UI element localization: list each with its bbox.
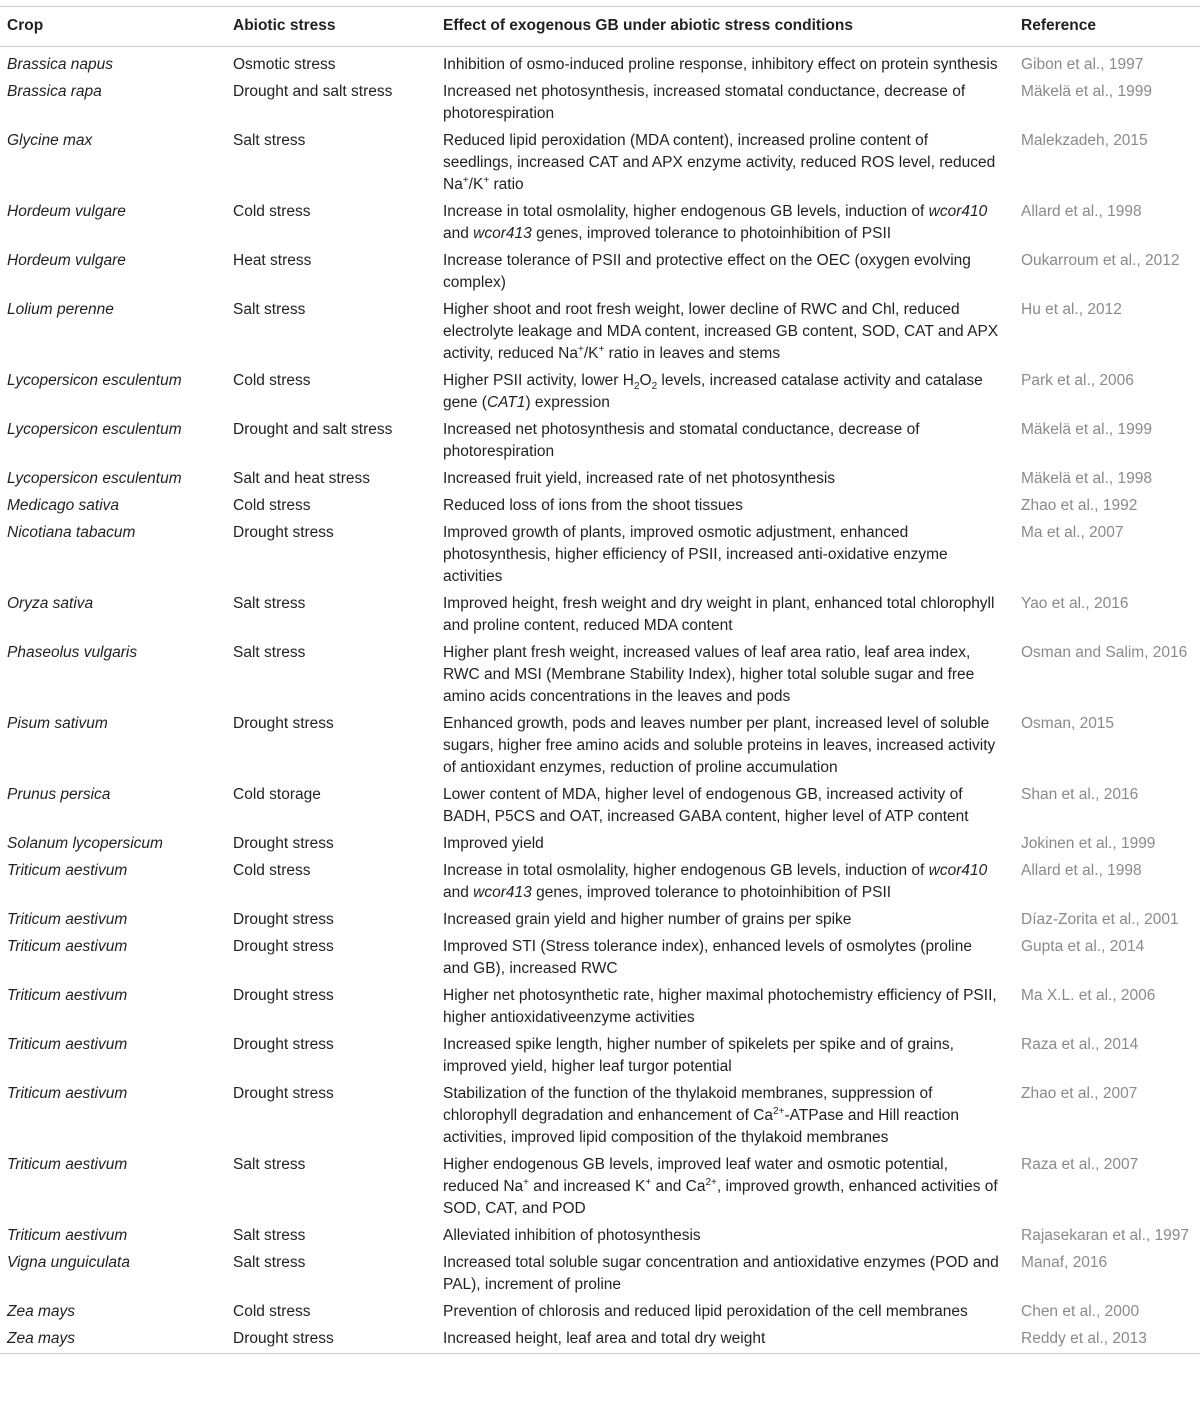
header-reference: Reference bbox=[1021, 17, 1096, 34]
reference-cell: Manaf, 2016 bbox=[1021, 1254, 1108, 1271]
table-row bbox=[0, 983, 1200, 1032]
table-row bbox=[0, 1081, 1200, 1152]
stress-cell: Cold stress bbox=[233, 497, 311, 514]
table-row bbox=[0, 248, 1200, 297]
stress-cell: Drought stress bbox=[233, 1036, 334, 1053]
stress-cell: Drought stress bbox=[233, 524, 334, 541]
crop-cell: Brassica rapa bbox=[7, 83, 102, 100]
stress-cell: Cold stress bbox=[233, 862, 311, 879]
header-effect: Effect of exogenous GB under abiotic stress conditions bbox=[443, 17, 853, 34]
effect-cell: Stabilization of the function of the thylakoid membranes, suppression of chlorophyll degradation and enhancement of $Ca^{2+}$-ATPase and Hill reaction activities, improved lipid composition of the thylakoid membranes bbox=[443, 1085, 960, 1146]
crop-cell: Medicago sativa bbox=[7, 497, 120, 514]
reference-cell: Hu et al., 2012 bbox=[1021, 301, 1122, 318]
crop-cell: Prunus persica bbox=[7, 786, 111, 803]
table-row bbox=[0, 1299, 1200, 1326]
effect-cell: Increased spike length, higher number of spikelets per spike and of grains, improved yield, higher leaf turgor potential bbox=[443, 1036, 954, 1075]
table-row bbox=[0, 297, 1200, 368]
reference-cell: Díaz-Zorita et al., 2001 bbox=[1021, 911, 1179, 928]
effect-cell: Increase tolerance of PSII and protective effect on the OEC (oxygen evolving complex) bbox=[443, 252, 971, 291]
effect-cell: Increase in total osmolality, higher endogenous GB levels, induction of wcor410 and wcor413 genes, improved tolerance to photoinhibition of PSII bbox=[443, 862, 988, 901]
table-row bbox=[0, 1223, 1200, 1250]
table-row bbox=[0, 711, 1200, 782]
crop-cell: Triticum aestivum bbox=[7, 1036, 128, 1053]
table-row bbox=[0, 493, 1200, 520]
reference-cell: Mäkelä et al., 1998 bbox=[1021, 470, 1152, 487]
table-body bbox=[0, 47, 1200, 1354]
crop-cell: Lycopersicon esculentum bbox=[7, 470, 182, 487]
table-row bbox=[0, 128, 1200, 199]
effect-cell: Improved growth of plants, improved osmotic adjustment, enhanced photosynthesis, higher efficiency of PSII, increased anti-oxidative enzyme activities bbox=[443, 524, 948, 585]
reference-cell: Malekzadeh, 2015 bbox=[1021, 132, 1148, 149]
crop-cell: Triticum aestivum bbox=[7, 1156, 128, 1173]
reference-cell: Raza et al., 2007 bbox=[1021, 1156, 1139, 1173]
gb-effects-table bbox=[0, 6, 1200, 1354]
effect-cell: Reduced lipid peroxidation (MDA content), increased proline content of seedlings, increased CAT and APX enzyme activity, reduced ROS level, reduced Na+/K+ ratio bbox=[443, 132, 996, 193]
table-row bbox=[0, 520, 1200, 591]
crop-cell: Nicotiana tabacum bbox=[7, 524, 136, 541]
table-row bbox=[0, 1032, 1200, 1081]
effect-cell: Increased fruit yield, increased rate of net photosynthesis bbox=[443, 470, 836, 487]
reference-cell: Park et al., 2006 bbox=[1021, 372, 1134, 389]
reference-cell: Allard et al., 1998 bbox=[1021, 862, 1142, 879]
effect-cell: Increased net photosynthesis and stomatal conductance, decrease of photorespiration bbox=[443, 421, 920, 460]
reference-cell: Chen et al., 2000 bbox=[1021, 1303, 1140, 1320]
crop-cell: Triticum aestivum bbox=[7, 1227, 128, 1244]
effect-cell: Improved height, fresh weight and dry weight in plant, enhanced total chlorophyll and proline content, reduced MDA content bbox=[443, 595, 995, 634]
table-row bbox=[0, 1250, 1200, 1299]
stress-cell: Salt stress bbox=[233, 644, 306, 661]
crop-cell: Triticum aestivum bbox=[7, 1085, 128, 1102]
effect-cell: Enhanced growth, pods and leaves number per plant, increased level of soluble sugars, higher free amino acids and soluble proteins in leaves, increased activity of antioxidant enzymes, reduction of proline accumulation bbox=[443, 715, 996, 776]
stress-cell: Drought and salt stress bbox=[233, 83, 393, 100]
effect-cell: Higher endogenous GB levels, improved leaf water and osmotic potential, reduced Na+ and increased K+ and $Ca^{2+}$, improved growth, enhanced activities of SOD, CAT, and POD bbox=[443, 1156, 998, 1217]
effect-cell: Reduced loss of ions from the shoot tissues bbox=[443, 497, 743, 514]
crop-cell: Vigna unguiculata bbox=[7, 1254, 130, 1271]
reference-cell: Allard et al., 1998 bbox=[1021, 203, 1142, 220]
reference-cell: Reddy et al., 2013 bbox=[1021, 1330, 1147, 1347]
effect-cell: Improved yield bbox=[443, 835, 544, 852]
reference-cell: Zhao et al., 1992 bbox=[1021, 497, 1138, 514]
crop-cell: Phaseolus vulgaris bbox=[7, 644, 138, 661]
table-row bbox=[0, 417, 1200, 466]
stress-cell: Drought stress bbox=[233, 938, 334, 955]
stress-cell: Drought and salt stress bbox=[233, 421, 393, 438]
effect-cell: Alleviated inhibition of photosynthesis bbox=[443, 1227, 701, 1244]
reference-cell: Gupta et al., 2014 bbox=[1021, 938, 1145, 955]
reference-cell: Yao et al., 2016 bbox=[1021, 595, 1129, 612]
effect-cell: Higher plant fresh weight, increased values of leaf area ratio, leaf area index, RWC and MSI (Membrane Stability Index), higher total soluble sugar and free amino acids concentrations in the leaves and pods bbox=[443, 644, 975, 705]
effect-cell: Increased net photosynthesis, increased stomatal conductance, decrease of photorespiration bbox=[443, 83, 966, 122]
crop-cell: Hordeum vulgare bbox=[7, 252, 126, 269]
crop-cell: Hordeum vulgare bbox=[7, 203, 126, 220]
table-row bbox=[0, 640, 1200, 711]
effect-cell: Higher shoot and root fresh weight, lower decline of RWC and Chl, reduced electrolyte leakage and MDA content, increased GB content, SOD, CAT and APX activity, reduced Na+/K+ ratio in leaves and stems bbox=[443, 301, 999, 362]
table-row bbox=[0, 368, 1200, 417]
stress-cell: Salt and heat stress bbox=[233, 470, 370, 487]
crop-cell: Triticum aestivum bbox=[7, 938, 128, 955]
stress-cell: Drought stress bbox=[233, 1330, 334, 1347]
effect-cell: Higher PSII activity, lower $H_2O_2$ levels, increased catalase activity and catalase gene (CAT1) expression bbox=[443, 372, 983, 411]
stress-cell: Drought stress bbox=[233, 911, 334, 928]
table-row bbox=[0, 591, 1200, 640]
reference-cell: Osman, 2015 bbox=[1021, 715, 1115, 732]
effect-cell: Increased height, leaf area and total dry weight bbox=[443, 1330, 766, 1347]
stress-cell: Drought stress bbox=[233, 987, 334, 1004]
reference-cell: Ma et al., 2007 bbox=[1021, 524, 1124, 541]
effect-cell: Increased grain yield and higher number of grains per spike bbox=[443, 911, 852, 928]
stress-cell: Drought stress bbox=[233, 835, 334, 852]
reference-cell: Osman and Salim, 2016 bbox=[1021, 644, 1188, 661]
reference-cell: Mäkelä et al., 1999 bbox=[1021, 421, 1152, 438]
header-abiotic-stress: Abiotic stress bbox=[233, 17, 336, 34]
stress-cell: Osmotic stress bbox=[233, 56, 336, 73]
reference-cell: Jokinen et al., 1999 bbox=[1021, 835, 1156, 852]
crop-cell: Triticum aestivum bbox=[7, 862, 128, 879]
reference-cell: Mäkelä et al., 1999 bbox=[1021, 83, 1152, 100]
stress-cell: Salt stress bbox=[233, 595, 306, 612]
stress-cell: Cold stress bbox=[233, 1303, 311, 1320]
table-row bbox=[0, 858, 1200, 907]
stress-cell: Heat stress bbox=[233, 252, 312, 269]
stress-cell: Cold stress bbox=[233, 203, 311, 220]
table-row bbox=[0, 907, 1200, 934]
stress-cell: Salt stress bbox=[233, 1254, 306, 1271]
stress-cell: Salt stress bbox=[233, 301, 306, 318]
table-row bbox=[0, 79, 1200, 128]
table-row bbox=[0, 934, 1200, 983]
crop-cell: Zea mays bbox=[7, 1330, 76, 1347]
crop-cell: Triticum aestivum bbox=[7, 911, 128, 928]
reference-cell: Gibon et al., 1997 bbox=[1021, 56, 1144, 73]
table-row bbox=[0, 466, 1200, 493]
stress-cell: Salt stress bbox=[233, 132, 306, 149]
reference-cell: Oukarroum et al., 2012 bbox=[1021, 252, 1180, 269]
stress-cell: Salt stress bbox=[233, 1156, 306, 1173]
stress-cell: Drought stress bbox=[233, 1085, 334, 1102]
table-row bbox=[0, 47, 1200, 80]
header-crop: Crop bbox=[7, 17, 44, 34]
effect-cell: Prevention of chlorosis and reduced lipid peroxidation of the cell membranes bbox=[443, 1303, 968, 1320]
reference-cell: Ma X.L. et al., 2006 bbox=[1021, 987, 1156, 1004]
table-row bbox=[0, 1152, 1200, 1223]
crop-cell: Zea mays bbox=[7, 1303, 76, 1320]
crop-cell: Triticum aestivum bbox=[7, 987, 128, 1004]
table-row bbox=[0, 831, 1200, 858]
stress-cell: Cold storage bbox=[233, 786, 321, 803]
table-header bbox=[0, 7, 1200, 47]
crop-cell: Glycine max bbox=[7, 132, 93, 149]
crop-cell: Solanum lycopersicum bbox=[7, 835, 163, 852]
table-row bbox=[0, 782, 1200, 831]
stress-cell: Drought stress bbox=[233, 715, 334, 732]
header-row bbox=[0, 7, 1200, 47]
crop-cell: Lolium perenne bbox=[7, 301, 114, 318]
effect-cell: Increase in total osmolality, higher endogenous GB levels, induction of wcor410 and wcor413 genes, improved tolerance to photoinhibition of PSII bbox=[443, 203, 988, 242]
crop-cell: Lycopersicon esculentum bbox=[7, 421, 182, 438]
crop-cell: Oryza sativa bbox=[7, 595, 94, 612]
effect-cell: Higher net photosynthetic rate, higher maximal photochemistry efficiency of PSII, higher antioxidativeenzyme activities bbox=[443, 987, 997, 1026]
table-row bbox=[0, 199, 1200, 248]
reference-cell: Shan et al., 2016 bbox=[1021, 786, 1139, 803]
crop-cell: Brassica napus bbox=[7, 56, 113, 73]
reference-cell: Raza et al., 2014 bbox=[1021, 1036, 1139, 1053]
stress-cell: Salt stress bbox=[233, 1227, 306, 1244]
effect-cell: Improved STI (Stress tolerance index), enhanced levels of osmolytes (proline and GB), increased RWC bbox=[443, 938, 972, 977]
effect-cell: Increased total soluble sugar concentration and antioxidative enzymes (POD and PAL), increment of proline bbox=[443, 1254, 999, 1293]
crop-cell: Lycopersicon esculentum bbox=[7, 372, 182, 389]
effect-cell: Inhibition of osmo-induced proline response, inhibitory effect on protein synthesis bbox=[443, 56, 998, 73]
table-row bbox=[0, 1326, 1200, 1354]
effect-cell: Lower content of MDA, higher level of endogenous GB, increased activity of BADH, P5CS and OAT, increased GABA content, higher level of ATP content bbox=[443, 786, 969, 825]
reference-cell: Zhao et al., 2007 bbox=[1021, 1085, 1138, 1102]
stress-cell: Cold stress bbox=[233, 372, 311, 389]
reference-cell: Rajasekaran et al., 1997 bbox=[1021, 1227, 1190, 1244]
crop-cell: Pisum sativum bbox=[7, 715, 108, 732]
